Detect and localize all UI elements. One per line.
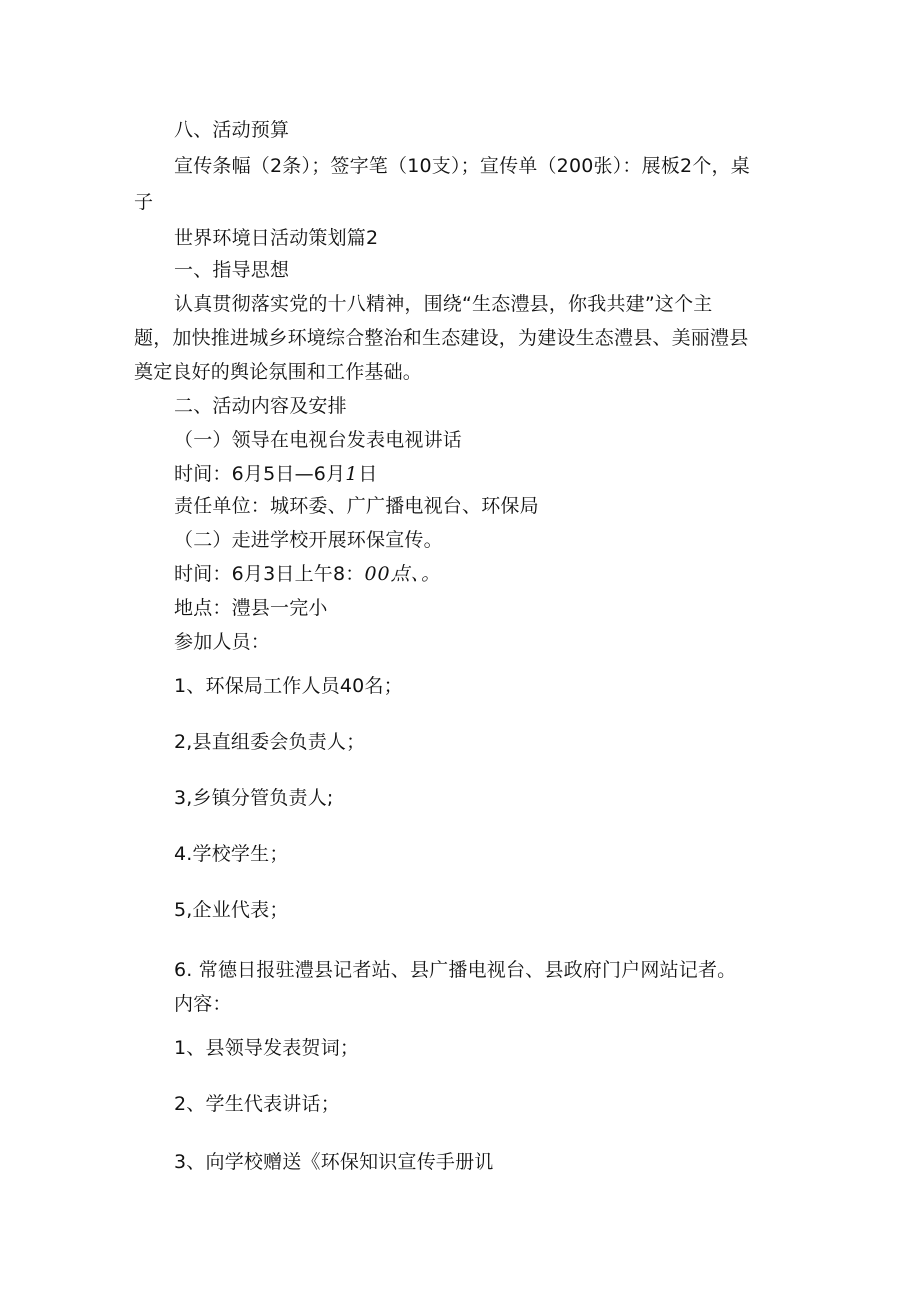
item-1-time — [174, 462, 378, 486]
guiding-paragraph-line: 认真贯彻落实党的十八精神，围绕“生态澧县，你我共建”这个主 — [174, 293, 713, 315]
item-1-time-italic: 1 — [345, 463, 359, 485]
budget-line: 宣传条幅（2条）；签字笔（10支）；宣传单（200张）：展板2个，桌 — [174, 155, 750, 177]
content-item: 2、学生代表讲话； — [174, 1093, 340, 1115]
guiding-paragraph-line: 奠定良好的舆论氛围和工作基础。 — [134, 361, 423, 383]
budget-heading: 八、活动预算 — [174, 119, 290, 141]
participant-item: 6. 常德日报驻澧县记者站、县广播电视台、县政府门户网站记者。 — [174, 959, 737, 981]
item-1-time-text: 时间：6月5日—6月 — [174, 463, 346, 485]
content-item: 3、向学校赠送《环保知识宣传手册讥 — [174, 1151, 494, 1173]
section-heading-activities: 二、活动内容及安排 — [174, 395, 347, 417]
item-2-time — [174, 562, 441, 586]
item-1-units: 责任单位：城环委、广广播电视台、环保局 — [174, 495, 539, 517]
item-2-time-text: 时间：6月3日上午8： — [174, 563, 365, 585]
participants-label: 参加人员： — [174, 631, 271, 653]
participant-item: 5,企业代表； — [174, 899, 289, 921]
participant-item: 4.学校学生； — [174, 843, 289, 865]
item-1-time-suffix: 日 — [358, 463, 378, 485]
item-1-heading: （一）领导在电视台发表电视讲话 — [174, 429, 463, 451]
item-2-heading: （二）走进学校开展环保宣传。 — [174, 529, 443, 551]
plan-title: 世界环境日活动策划篇2 — [174, 227, 379, 249]
participant-item: 3,乡镇分管负责人; — [174, 787, 334, 809]
budget-line-continued: 子 — [134, 191, 154, 213]
guiding-paragraph-line: 题，加快推进城乡环境综合整治和生态建设，为建设生态澧县、美丽澧县 — [134, 327, 749, 349]
participant-item: 1、环保局工作人员40名； — [174, 675, 403, 697]
content-label: 内容： — [174, 993, 232, 1015]
content-item: 1、县领导发表贺词； — [174, 1037, 360, 1059]
section-heading-guiding: 一、指导思想 — [174, 259, 290, 281]
item-2-location: 地点：澧县一完小 — [174, 597, 328, 619]
participant-item: 2,县直组委会负责人； — [174, 731, 366, 753]
item-2-time-italic: 00点、。 — [364, 563, 442, 585]
